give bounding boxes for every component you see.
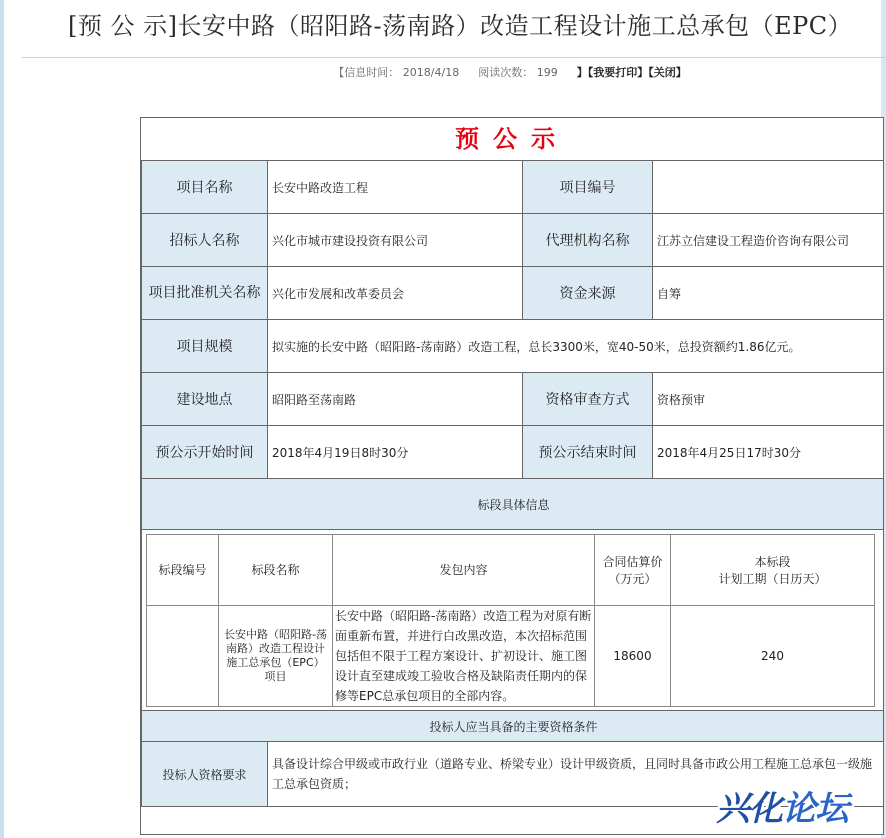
header-period-line2: 计划工期（日历天） — [718, 571, 827, 586]
qualification-label: 投标人资格要求 — [142, 742, 268, 807]
tenderer-value: 兴化市城市建设投资有限公司 — [268, 214, 523, 267]
section-table-row — [147, 605, 875, 706]
table-row — [142, 373, 885, 426]
notice-heading: 预公示 — [455, 124, 569, 153]
table-row — [142, 214, 885, 267]
project-name-value: 长安中路改造工程 — [268, 161, 523, 214]
table-row — [142, 267, 885, 320]
review-label: 资格审查方式 — [523, 373, 653, 426]
section-table-header — [147, 534, 875, 605]
page-title: [预 公 示]长安中路（昭阳路-荡南路）改造工程设计施工总承包（EPC） — [68, 12, 853, 40]
section-table — [146, 534, 875, 707]
review-value: 资格预审 — [653, 373, 885, 426]
section-scope: 长安中路（昭阳路-荡南路）改造工程为对原有断面重新布置，并进行白改黑改造，本次招标范围包括但不限于工程方案设计、扩初设计、施工图设计直至建成竣工验收合格及缺陷责任期内的保修等EPC总承包项目的全部内容。 — [333, 605, 595, 706]
project-no-value — [653, 161, 885, 214]
read-count: 199 — [536, 66, 558, 79]
start-value: 2018年4月19日8时30分 — [268, 426, 523, 479]
approval-value: 兴化市发展和改革委员会 — [268, 267, 523, 320]
section-table-cell — [142, 530, 885, 711]
start-label: 预公示开始时间 — [142, 426, 268, 479]
agency-label: 代理机构名称 — [523, 214, 653, 267]
notice-box — [140, 117, 884, 835]
tenderer-label: 招标人名称 — [142, 214, 268, 267]
table-row — [142, 479, 885, 530]
left-border — [0, 0, 4, 838]
location-label: 建设地点 — [142, 373, 268, 426]
info-time-label: 【信息时间： — [333, 66, 400, 79]
table-row — [142, 320, 885, 373]
approval-label: 项目批准机关名称 — [142, 267, 268, 320]
header-section-name: 标段名称 — [219, 534, 333, 605]
agency-value: 江苏立信建设工程造价咨询有限公司 — [653, 214, 885, 267]
table-row — [142, 711, 885, 742]
table-row — [142, 161, 885, 214]
article-meta — [0, 64, 886, 80]
section-price: 18600 — [595, 605, 671, 706]
forum-logo-watermark — [716, 782, 884, 828]
meta-close-bracket: 】 — [576, 66, 588, 79]
project-name-label: 项目名称 — [142, 161, 268, 214]
scale-label: 项目规模 — [142, 320, 268, 373]
header-scope: 发包内容 — [333, 534, 595, 605]
section-band: 标段具体信息 — [142, 479, 885, 530]
fund-label: 资金来源 — [523, 267, 653, 320]
table-row — [142, 426, 885, 479]
qualification-text: 具备设计综合甲级或市政行业（道路专业、桥梁专业）设计甲级资质，且同时具备市政公用工程施工总承包一级施工总承包资质； — [268, 742, 885, 807]
header-period-line1: 本标段 — [754, 554, 791, 569]
watermark-part2: 论坛 — [782, 788, 848, 829]
table-row — [142, 530, 885, 711]
read-count-label: 阅读次数： — [478, 66, 534, 79]
header-price: 合同估算价（万元） — [595, 534, 671, 605]
section-period: 240 — [671, 605, 875, 706]
project-no-label: 项目编号 — [523, 161, 653, 214]
project-info-table — [141, 160, 884, 807]
scale-value: 拟实施的长安中路（昭阳路-荡南路）改造工程，总长3300米，宽40-50米，总投资额约1.86亿元。 — [268, 320, 885, 373]
print-link[interactable]: 【我要打印】 — [587, 66, 649, 79]
watermark-part1: 兴化 — [716, 788, 782, 829]
close-link[interactable]: 【关闭】 — [648, 66, 687, 79]
end-value: 2018年4月25日17时30分 — [653, 426, 885, 479]
title-divider — [22, 57, 886, 58]
info-time: 2018/4/18 — [402, 66, 460, 79]
end-label: 预公示结束时间 — [523, 426, 653, 479]
section-name: 长安中路（昭阳路-荡南路）改造工程设计施工总承包（EPC）项目 — [219, 605, 333, 706]
fund-value: 自筹 — [653, 267, 885, 320]
header-period — [671, 534, 875, 605]
header-section-no: 标段编号 — [147, 534, 219, 605]
qualification-band: 投标人应当具备的主要资格条件 — [142, 711, 885, 742]
location-value: 昭阳路至荡南路 — [268, 373, 523, 426]
section-no — [147, 605, 219, 706]
